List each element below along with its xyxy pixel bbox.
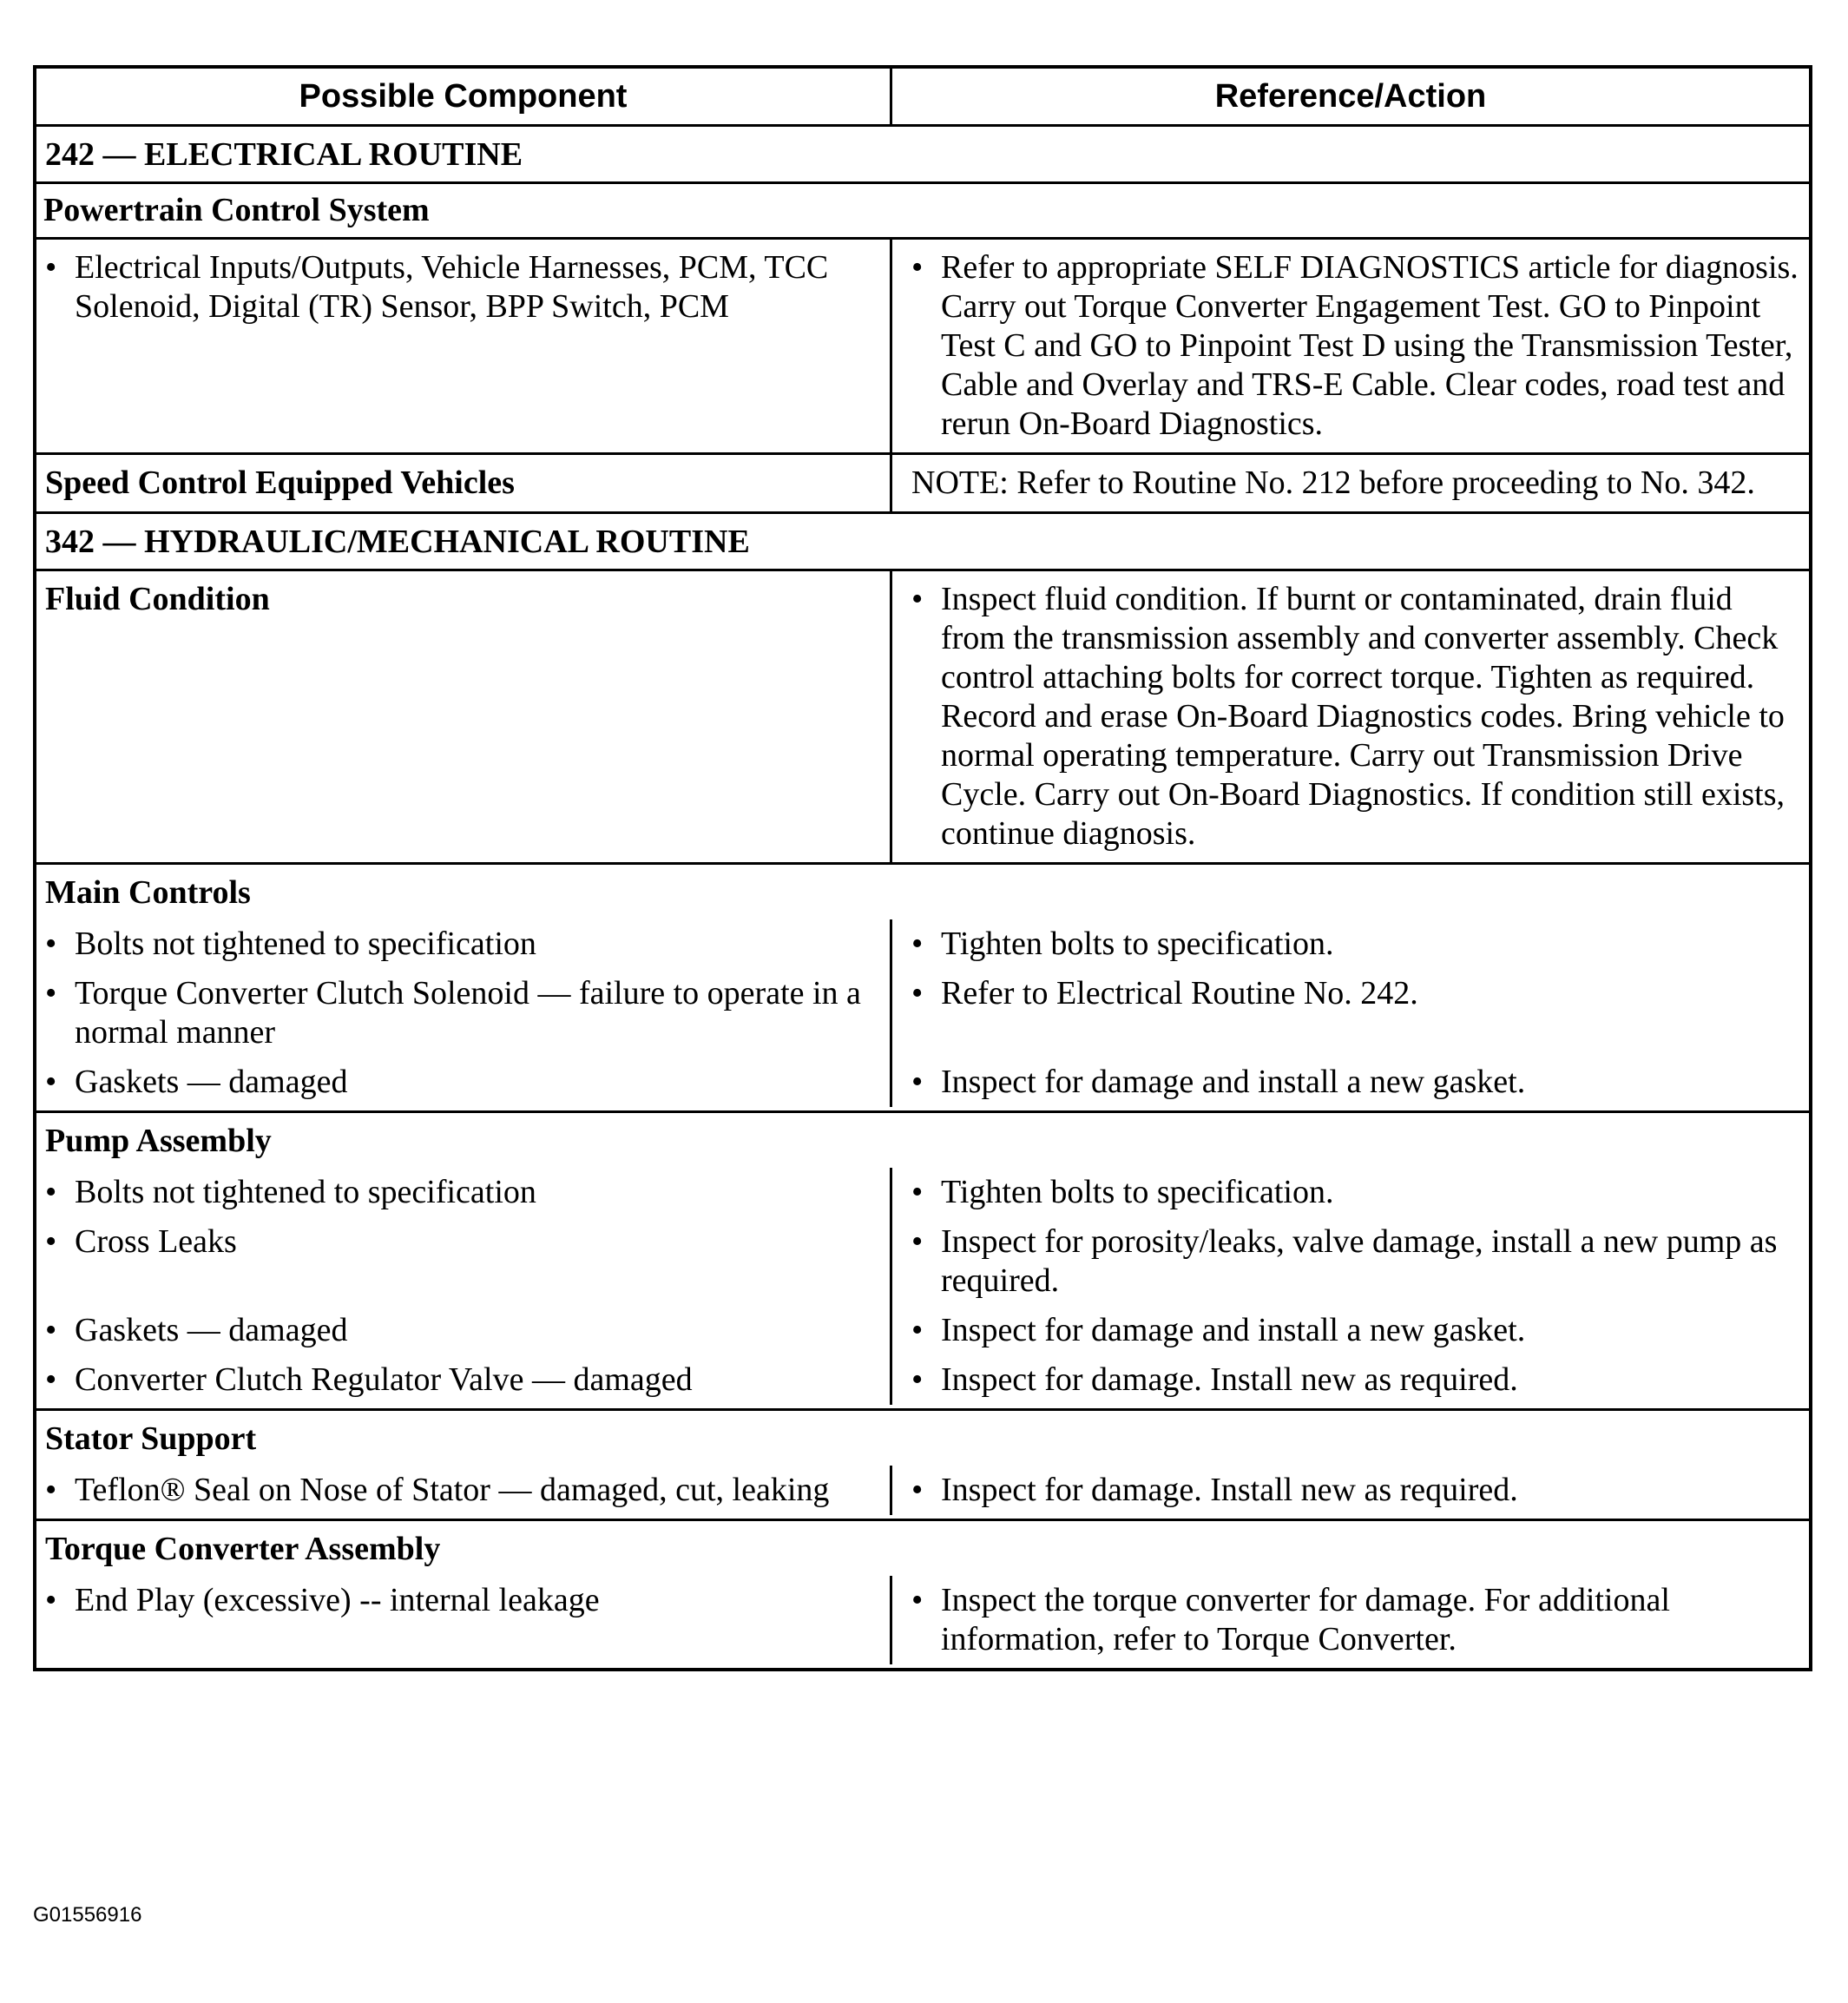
note-text: NOTE: Refer to Routine No. 212 before proceeding to No. 342.: [911, 465, 1755, 501]
component-text: Cross Leaks: [75, 1223, 237, 1260]
electrical-routine-section: [36, 127, 1809, 184]
speed-control-section: [36, 455, 1809, 514]
list-item: [45, 248, 881, 326]
list-item: [911, 974, 1800, 1013]
fluid-condition-section: [36, 571, 1809, 865]
list-item: [911, 1063, 1800, 1102]
bullet: •: [45, 1312, 57, 1348]
figure-id: G01556916: [33, 1903, 142, 1927]
action-text: Tighten bolts to specification.: [941, 1174, 1334, 1210]
bullet: •: [45, 249, 57, 286]
list-item: [911, 580, 1800, 853]
main-controls-rows: [36, 919, 1809, 1110]
table-row: [36, 571, 1809, 862]
bullet: •: [911, 1312, 924, 1348]
bullet: •: [911, 1064, 924, 1100]
list-item: [45, 1471, 881, 1510]
bullet: •: [45, 1582, 57, 1618]
header-reference-action: Reference/Action: [1214, 77, 1487, 115]
action-text: Refer to appropriate SELF DIAGNOSTICS article for diagnosis. Carry out Torque Converter Engagement Test. GO to Pinpoint Test C and GO to Pinpoint Test D using the Transmission Tester, Cable and Overlay and TRS-E Cable. Clear codes, road test and rerun On-Board Diagnostics.: [941, 249, 1799, 442]
table-row: [36, 1466, 1809, 1515]
component-text: Bolts not tightened to specification: [75, 1174, 536, 1210]
stator-rows: [36, 1466, 1809, 1519]
table-row: [36, 1576, 1809, 1664]
powertrain-section: [36, 184, 1809, 455]
section-title: Powertrain Control System: [36, 184, 1809, 240]
list-item: [911, 248, 1800, 444]
list-item: [911, 1173, 1800, 1212]
component-text: Gaskets — damaged: [75, 1312, 348, 1348]
component-text: Teflon® Seal on Nose of Stator — damaged, cut, leaking: [75, 1472, 830, 1508]
torque-converter-section: [36, 1521, 1809, 1668]
table-row: [36, 455, 1809, 511]
list-item: [45, 1311, 881, 1350]
table-row: [36, 919, 1809, 969]
bullet: •: [45, 1472, 57, 1508]
list-item: [911, 925, 1800, 964]
bullet: •: [45, 975, 57, 1011]
bullet: •: [45, 1064, 57, 1100]
bullet: •: [911, 581, 924, 617]
hydraulic-routine-section: [36, 514, 1809, 571]
table-row: [36, 969, 1809, 1058]
section-title: Pump Assembly: [45, 1123, 272, 1159]
bullet: •: [911, 975, 924, 1011]
section-title: Stator Support: [45, 1420, 257, 1457]
list-item: [45, 1222, 881, 1262]
diagnostic-table: [33, 65, 1812, 1671]
section-title: 242 — ELECTRICAL ROUTINE: [45, 136, 523, 173]
component-text: Electrical Inputs/Outputs, Vehicle Harnesses, PCM, TCC Solenoid, Digital (TR) Sensor, BPP Switch, PCM: [75, 249, 829, 325]
table-row: [36, 1355, 1809, 1405]
bullet: •: [45, 1223, 57, 1260]
bullet: •: [911, 1223, 924, 1260]
table-row: [36, 1058, 1809, 1107]
list-item: [45, 925, 881, 964]
action-text: Inspect for porosity/leaks, valve damage, install a new pump as required.: [941, 1223, 1778, 1299]
bullet: •: [911, 1582, 924, 1618]
main-controls-section: [36, 865, 1809, 1113]
bullet: •: [45, 1361, 57, 1398]
section-title: Torque Converter Assembly: [45, 1531, 441, 1567]
table-row: [36, 1306, 1809, 1355]
action-text: Inspect for damage and install a new gasket.: [941, 1312, 1526, 1348]
action-text: Inspect the torque converter for damage. For additional information, refer to Torque Converter.: [941, 1582, 1670, 1657]
list-item: [911, 1222, 1800, 1301]
section-title: 342 — HYDRAULIC/MECHANICAL ROUTINE: [45, 524, 750, 560]
stator-support-section: [36, 1411, 1809, 1521]
table-header: [36, 69, 1809, 127]
action-text: Inspect fluid condition. If burnt or contaminated, drain fluid from the transmission assembly and converter assembly. Check control attaching bolts for correct torque. Tighten as required. Record and erase On-Board Diagnostics codes. Bring vehicle to normal operating temperature. Carry out Transmission Drive Cycle. Carry out On-Board Diagnostics. If condition still exists, continue diagnosis.: [941, 581, 1786, 852]
bullet: •: [45, 926, 57, 962]
list-item: [45, 1581, 881, 1620]
section-title: Speed Control Equipped Vehicles: [36, 455, 892, 511]
action-text: Refer to Electrical Routine No. 242.: [941, 975, 1418, 1011]
bullet: •: [911, 926, 924, 962]
bullet: •: [911, 1472, 924, 1508]
list-item: [45, 1063, 881, 1102]
component-text: End Play (excessive) -- internal leakage: [75, 1582, 600, 1618]
list-item: [45, 974, 881, 1052]
component-text: Torque Converter Clutch Solenoid — failure to operate in a normal manner: [75, 975, 861, 1051]
component-text: Converter Clutch Regulator Valve — damaged: [75, 1361, 693, 1398]
bullet: •: [45, 1174, 57, 1210]
bullet: •: [911, 1174, 924, 1210]
pump-rows: [36, 1168, 1809, 1408]
list-item: [911, 1471, 1800, 1510]
pump-assembly-section: [36, 1113, 1809, 1411]
component-text: Bolts not tightened to specification: [75, 926, 536, 962]
action-text: Inspect for damage. Install new as required.: [941, 1361, 1518, 1398]
action-text: Inspect for damage. Install new as required.: [941, 1472, 1518, 1508]
action-text: Inspect for damage and install a new gasket.: [941, 1064, 1526, 1100]
action-text: Tighten bolts to specification.: [941, 926, 1334, 962]
bullet: •: [911, 1361, 924, 1398]
section-title: Main Controls: [45, 874, 251, 911]
list-item: [45, 1361, 881, 1400]
header-possible-component: Possible Component: [36, 69, 892, 124]
list-item: [911, 1581, 1800, 1659]
table-row: [36, 1217, 1809, 1306]
converter-rows: [36, 1576, 1809, 1668]
list-item: [911, 1361, 1800, 1400]
table-row: [36, 240, 1809, 452]
bullet: •: [911, 249, 924, 286]
section-title: Fluid Condition: [36, 571, 892, 862]
list-item: [45, 1173, 881, 1212]
table-row: [36, 1168, 1809, 1217]
component-text: Gaskets — damaged: [75, 1064, 348, 1100]
list-item: [911, 1311, 1800, 1350]
